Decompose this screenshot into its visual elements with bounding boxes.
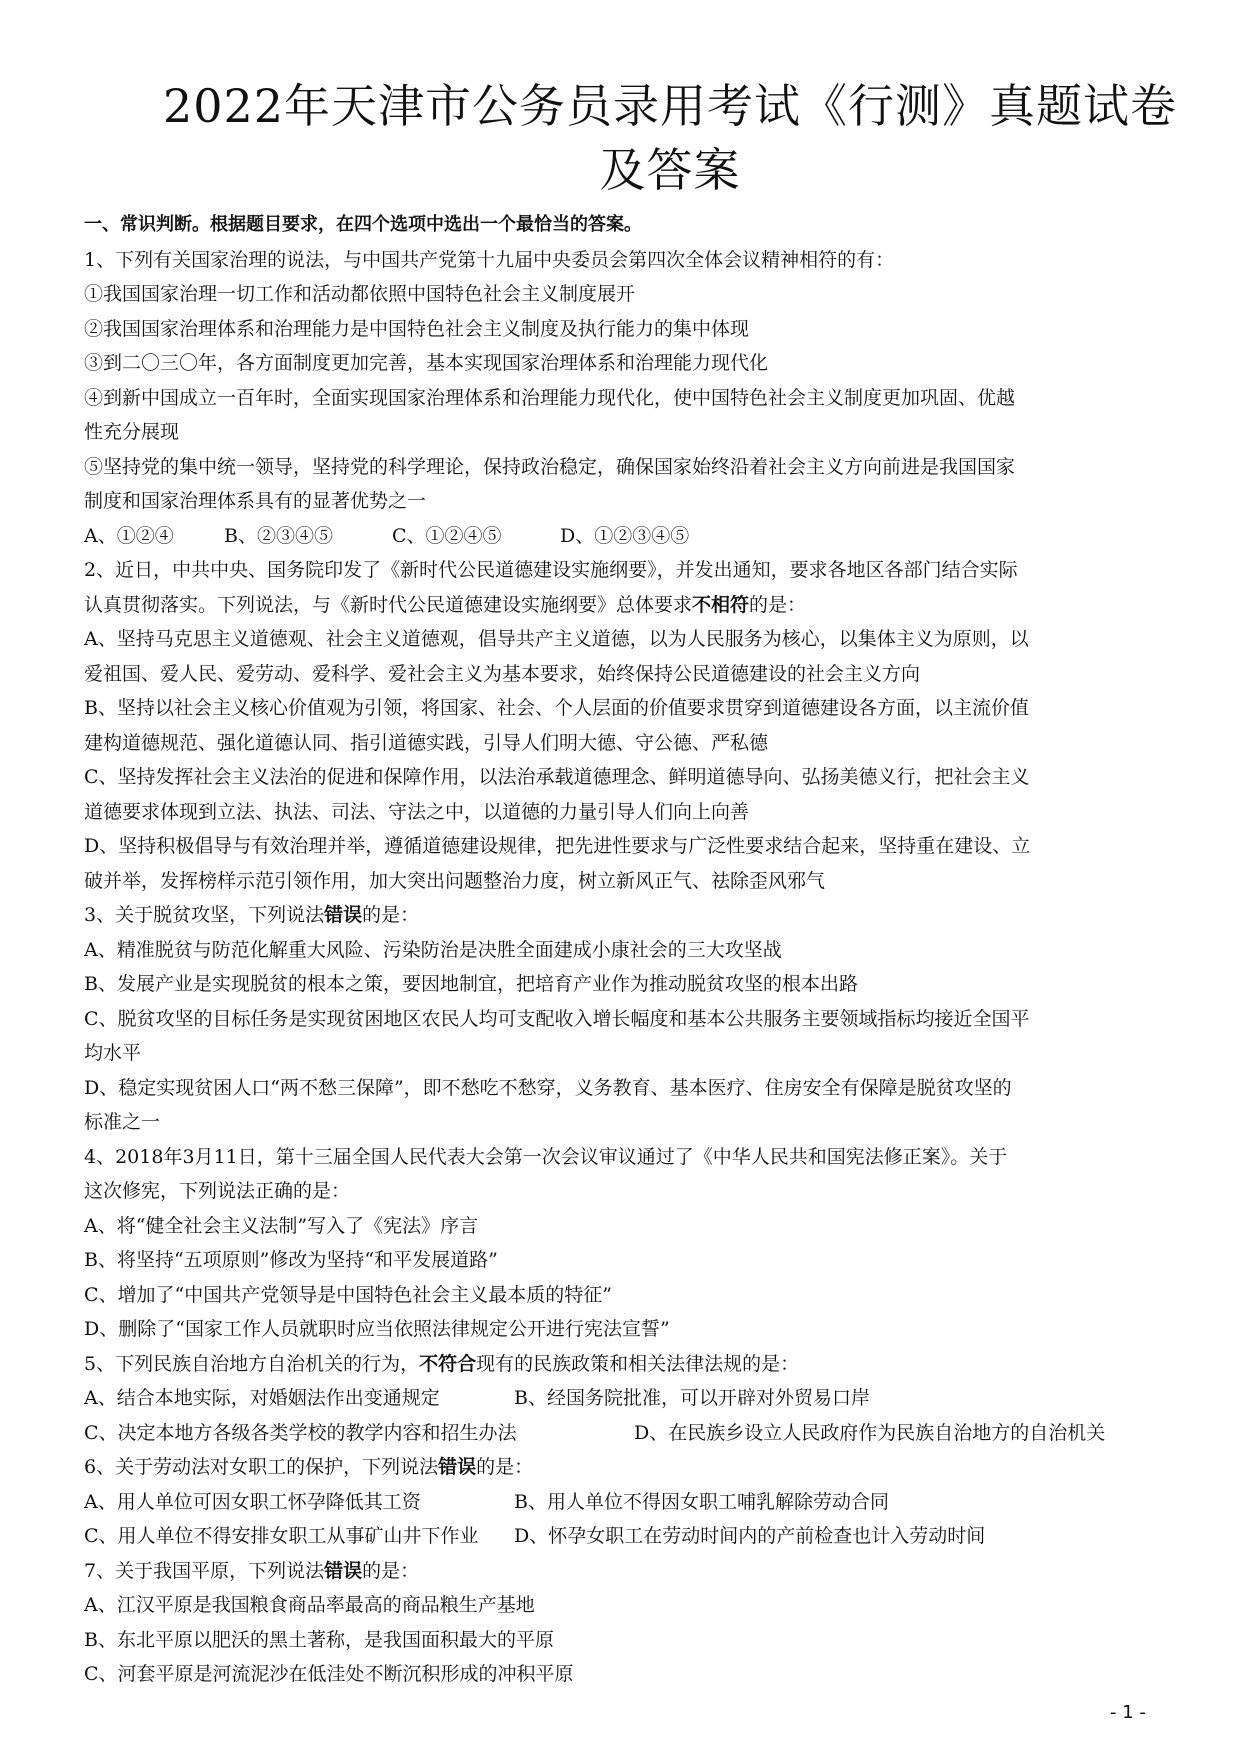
question-4-stem-cont: 这次修宪，下列说法正确的是： [84,1180,351,1202]
option-a: A、①②④ [84,524,174,547]
page-number: - 1 - [1110,1702,1146,1723]
stem-emphasis: 不相符 [692,593,750,616]
option-a: A、用人单位可因女职工怀孕降低其工资 [84,1490,421,1513]
stem-text: 的是： [362,904,420,926]
option-b: B、用人单位不得因女职工哺乳解除劳动合同 [514,1490,889,1513]
document-title-line1: 2022年天津市公务员录用考试《行测》真题试卷 [162,79,1178,133]
option-d: D、坚持积极倡导与有效治理并举，遵循道德建设规律，把先进性要求与广泛性要求结合起来，坚持重在建设、立 [84,835,1031,857]
option-b: B、经国务院批准，可以开辟对外贸易口岸 [514,1387,870,1409]
option-a: A、结合本地实际，对婚姻法作出变通规定 [84,1387,440,1409]
stem-text: 的是： [476,1456,534,1478]
stem-emphasis: 错误 [438,1456,477,1478]
option-c: C、坚持发挥社会主义法治的促进和保障作用，以法治承载道德理念、鲜明道德导向、弘扬美德义行，把社会主义 [84,766,1030,788]
question-1-statement: ⑤坚持党的集中统一领导，坚持党的科学理论，保持政治稳定，确保国家始终沿着社会主义方向前进是我国国家 [84,455,1016,478]
stem-text: 6、关于劳动法对女职工的保护，下列说法 [84,1456,439,1478]
option-a-cont: 爱祖国、爱人民、爱劳动、爱科学、爱社会主义为基本要求，始终保持公民道德建设的社会主义方向 [84,662,921,685]
stem-text: 5、下列民族自治地方自治机关的行为， [84,1352,420,1375]
question-5-options-row [84,1381,1164,1416]
stem-text: 3、关于脱贫攻坚，下列说法 [84,904,325,926]
option-c-cont: 均水平 [84,1042,142,1064]
document-title-line2: 及答案 [599,143,741,197]
option-d: D、删除了“国家工作人员就职时应当依照法律规定公开进行宪法宣誓” [84,1318,670,1340]
question-6-options-row [84,1485,1164,1520]
section-heading: 一、常识判断。根据题目要求，在四个选项中选出一个最恰当的答案。 [84,214,642,235]
option-b-cont: 建构道德规范、强化道德认同、指引道德实践，引导人们明大德、守公德、严私德 [84,731,769,754]
stem-emphasis: 错误 [324,904,363,926]
option-c-cont: 道德要求体现到立法、执法、司法、守法之中，以道德的力量引导人们向上向善 [84,800,750,823]
question-5-options-row [84,1416,1164,1451]
question-2-stem [84,588,1164,623]
option-c: C、脱贫攻坚的目标任务是实现贫困地区农民人均可支配收入增长幅度和基本公共服务主要领域指标均接近全国平 [84,1007,1030,1030]
stem-text: 的是： [749,593,807,616]
question-3-stem [84,898,1164,933]
question-1-statement: ②我国国家治理体系和治理能力是中国特色社会主义制度及执行能力的集中体现 [84,317,750,340]
option-d: D、在民族乡设立人民政府作为民族自治地方的自治机关 [634,1421,1106,1444]
stem-text: 认真贯彻落实。下列说法，与《新时代公民道德建设实施纲要》总体要求 [84,593,693,616]
option-a: A、精准脱贫与防范化解重大风险、污染防治是决胜全面建成小康社会的三大攻坚战 [84,938,782,961]
question-1-statement: 性充分展现 [84,421,180,443]
option-b: B、发展产业是实现脱贫的根本之策，要因地制宜，把培育产业作为推动脱贫攻坚的根本出路 [84,973,858,995]
stem-text: 7、关于我国平原，下列说法 [84,1559,325,1582]
question-1-options [84,519,1164,554]
option-a: A、江汉平原是我国粮食商品率最高的商品粮生产基地 [84,1594,535,1616]
question-6-stem [84,1450,1164,1485]
document-body [84,208,1164,1692]
option-c: C、用人单位不得安排女职工从事矿山井下作业 [84,1525,479,1547]
option-b: B、将坚持“五项原则”修改为坚持“和平发展道路” [84,1249,498,1271]
option-c: C、①②④⑤ [392,524,502,547]
question-1-statement: ①我国国家治理一切工作和活动都依照中国特色社会主义制度展开 [84,283,636,305]
stem-emphasis: 错误 [324,1559,363,1582]
option-c: C、决定本地方各级各类学校的教学内容和招生办法 [84,1421,517,1444]
question-1-statement: ④到新中国成立一百年时，全面实现国家治理体系和治理能力现代化，使中国特色社会主义制度更加巩固、优越 [84,386,1016,409]
option-a: A、坚持马克思主义道德观、社会主义道德观，倡导共产主义道德，以为人民服务为核心，以集体主义为原则，以 [84,628,1029,650]
option-d: D、①②③④⑤ [560,524,690,547]
option-c: C、河套平原是河流泥沙在低洼处不断沉积形成的冲积平原 [84,1663,574,1685]
option-b: B、②③④⑤ [224,524,333,547]
stem-text: 的是： [362,1559,420,1582]
question-6-options-row [84,1519,1164,1554]
question-7-stem [84,1554,1164,1589]
option-b: B、东北平原以肥沃的黑土著称，是我国面积最大的平原 [84,1628,554,1651]
question-1-statement: ③到二〇三〇年，各方面制度更加完善，基本实现国家治理体系和治理能力现代化 [84,352,769,374]
option-d-cont: 标准之一 [84,1111,161,1133]
option-c: C、增加了“中国共产党领导是中国特色社会主义最本质的特征” [84,1283,612,1306]
question-4-stem: 4、2018年3月11日，第十三届全国人民代表大会第一次会议审议通过了《中华人民共和国宪法修正案》。关于 [84,1145,1008,1168]
stem-text: 现有的民族政策和相关法律法规的是： [476,1352,800,1375]
option-b: B、坚持以社会主义核心价值观为引领，将国家、社会、个人层面的价值要求贯穿到道德建设各方面，以主流价值 [84,697,1029,719]
question-2-stem: 2、近日，中共中央、国务院印发了《新时代公民道德建设实施纲要》，并发出通知，要求各地区各部门结合实际 [84,559,1018,581]
question-1-statement: 制度和国家治理体系具有的显著优势之一 [84,490,427,512]
option-d: D、稳定实现贫困人口“两不愁三保障”，即不愁吃不愁穿，义务教育、基本医疗、住房安全有保障是脱贫攻坚的 [84,1076,1012,1099]
question-5-stem [84,1347,1164,1382]
stem-emphasis: 不符合 [419,1352,477,1375]
option-d-cont: 破并举，发挥榜样示范引领作用，加大突出问题整治力度，树立新风正气、祛除歪风邪气 [84,869,826,892]
option-d: D、怀孕女职工在劳动时间内的产前检查也计入劳动时间 [514,1525,986,1547]
question-1-stem: 1、下列有关国家治理的说法，与中国共产党第十九届中央委员会第四次全体会议精神相符的有： [84,248,895,271]
option-a: A、将“健全社会主义法制”写入了《宪法》序言 [84,1214,479,1237]
